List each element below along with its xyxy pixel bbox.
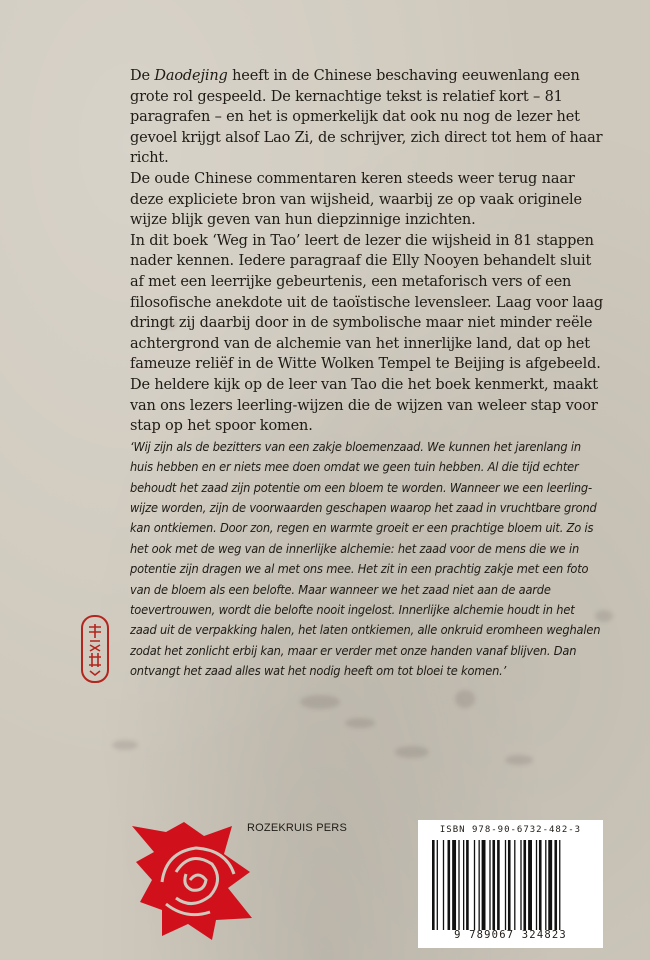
book-description-paragraph: In dit boek ‘Weg in Tao’ leert de lezer die wijsheid in 81 stappen nader kennen. Iedere paragraaf die Elly Nooyen behandelt sluit af met een leerrijke gebeurtenis, een metaforisch vers of een filosofische anekdote uit de taoïstische levensleer. Laag voor laag dringt zij daarbij door in de symbolische maar niet minder reële achtergrond van de alchemie van het innerlijke land, dat op het fameuze reliëf in de Witte Wolken Tempel te Beijing is afgebeeld.	[130, 232, 604, 373]
barcode-stripe	[489, 840, 490, 930]
book-title-emphasis: Daodejing	[154, 68, 228, 84]
barcode-stripe	[508, 840, 511, 930]
back-cover-text	[130, 66, 605, 682]
intro-lead: De	[130, 68, 155, 84]
conclusion-paragraph: De heldere kijk op de leer van Tao die het boek kenmerkt, maakt van ons lezers leerling-wijzen die de wijzen van weleer stap voor stap op het spoor komen.	[130, 376, 598, 435]
isbn-number: ISBN 978-90-6732-482-3	[439, 825, 582, 835]
barcode-stripe	[539, 840, 542, 930]
ink-smudge	[300, 695, 340, 709]
quote-paragraph: ‘Wij zijn als de bezitters van een zakje bloemenzaad. We kunnen het jarenlang in huis hebben en er niets mee doen omdat we geen tuin hebben. Al die tijd echter behoudt het zaad zijn potentie om een bloem te worden. Wanneer we een leerling-wijze worden, zijn de voorwaarden geschapen waarop het zaad in vruchtbare grond kan ontkiemen. Door zon, regen en warmte groeit er een prachtige bloem uit. Zo is het ook met de weg van de innerlijke alchemie: het zaad voor de mens die we in potentie zijn dragen we al met ons mee. Het zit in een prachtig zakje met een foto van de bloem als een belofte. Maar wanneer we het zaad niet aan de aarde toevertrouwen, wordt die belofte nooit ingelost. Innerlijke alchemie houdt in het zaad uit de verpakking halen, het laten ontkiemen, alle onkruid eromheen weghalen zodat het zonlicht erbij kan, maar er verder met onze handen vanaf blijven. Dan ontvangt het zaad alles wat het nodig heeft om tot bloei te komen.’	[130, 439, 601, 679]
barcode-bars	[430, 840, 596, 930]
barcode-stripe	[492, 840, 495, 930]
barcode-stripe	[545, 840, 546, 930]
barcode-stripe	[548, 840, 552, 930]
ink-smudge	[505, 755, 533, 765]
chinese-seal-stamp	[80, 615, 110, 683]
barcode-stripe	[559, 840, 560, 930]
barcode-stripe	[528, 840, 532, 930]
intro-paragraph	[130, 66, 605, 169]
barcode-stripe	[452, 840, 456, 930]
intro-rest: heeft in de Chinese beschaving eeuwenlang een grote rol gespeeld. De kernachtige tekst is relatief kort – 81 paragrafen – en het is opmerkelijk dat ook nu nog de lezer het gevoel krijgt alsof Lao Zi, de schrijver, zich direct tot hem of haar richt.	[130, 68, 603, 167]
barcode-panel	[418, 820, 603, 948]
barcode-stripe	[520, 840, 521, 930]
barcode-stripe	[466, 840, 469, 930]
barcode-digits: 9 789067 324823	[454, 929, 567, 941]
ink-smudge	[345, 718, 375, 728]
commentary-paragraph: De oude Chinese commentaren keren steeds weer terug naar deze expliciete bron van wijsheid, waarbij ze op vaak originele wijze blijk geven van hun diepzinnige inzichten.	[130, 170, 582, 229]
barcode-stripe	[437, 840, 438, 930]
ink-smudge	[455, 690, 475, 708]
ink-smudge	[395, 746, 429, 758]
ink-smudge	[112, 740, 138, 750]
barcode-stripe	[514, 840, 515, 930]
rose-logo	[132, 822, 257, 940]
barcode-stripe	[482, 840, 486, 930]
barcode-stripe	[443, 840, 444, 930]
barcode-stripe	[479, 840, 480, 930]
barcode-stripe	[474, 840, 475, 930]
barcode-stripe	[554, 840, 557, 930]
barcode-stripe	[505, 840, 506, 930]
barcode-stripe	[536, 840, 537, 930]
barcode-stripe	[523, 840, 526, 930]
barcode-stripe	[463, 840, 464, 930]
barcode-stripe	[432, 840, 435, 930]
publisher-name: ROZEKRUIS PERS	[247, 822, 347, 834]
barcode-stripe	[458, 840, 459, 930]
barcode-stripe	[497, 840, 500, 930]
barcode-stripe	[448, 840, 451, 930]
